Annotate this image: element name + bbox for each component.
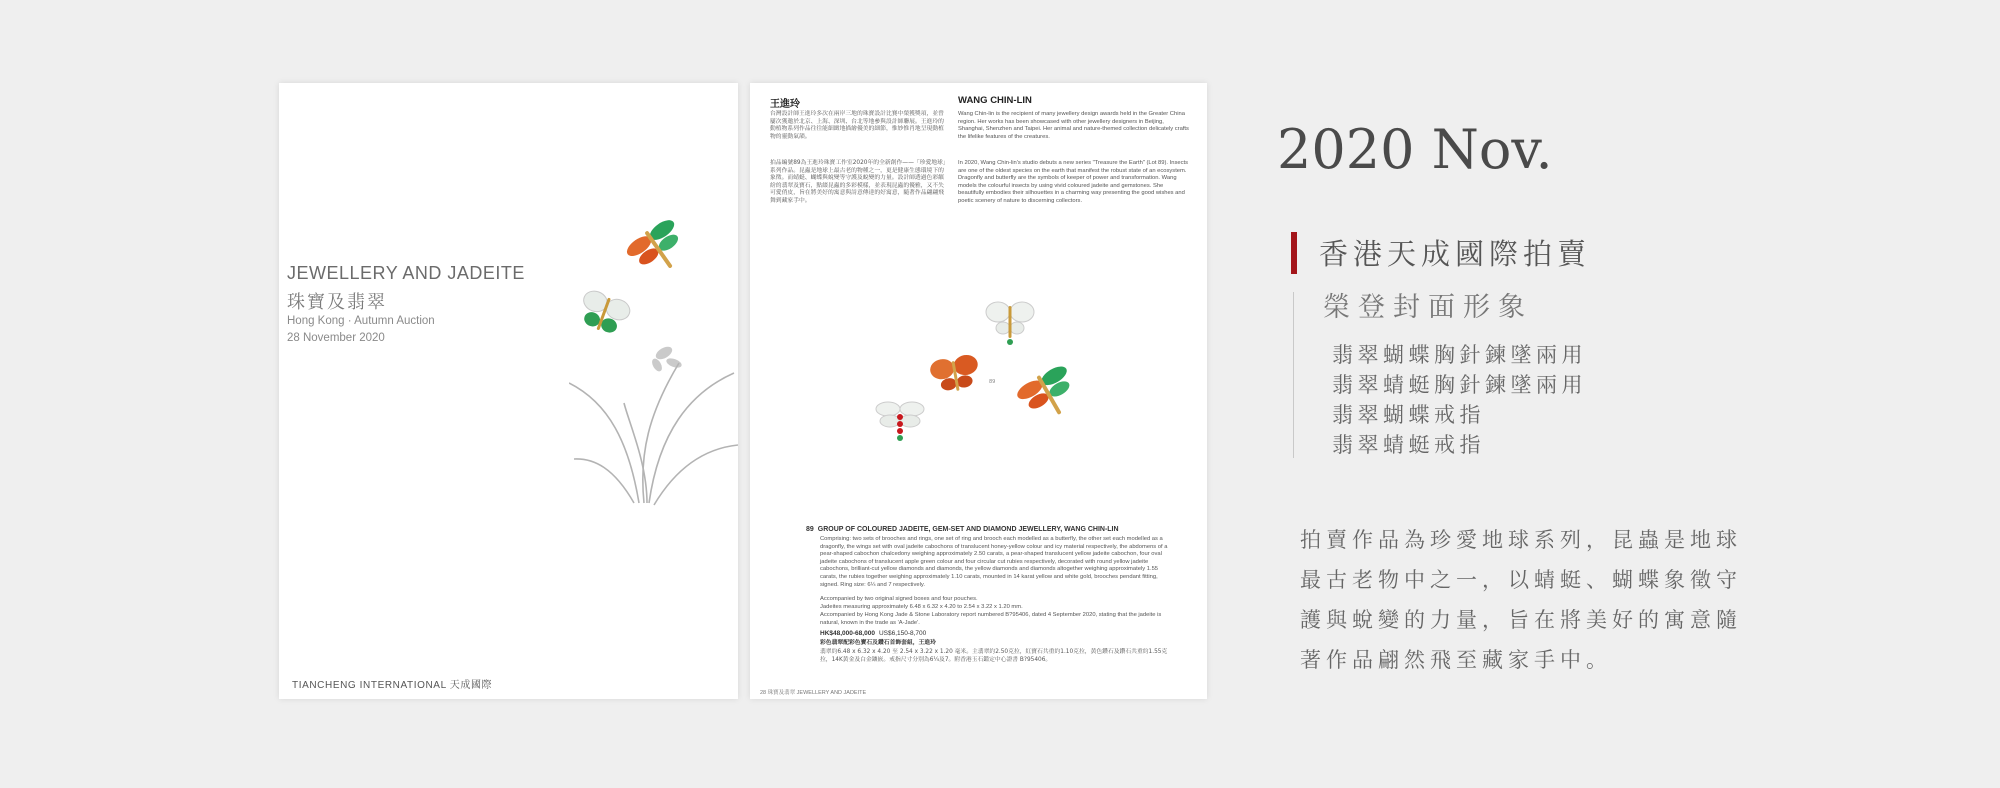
catalog-cover <box>279 83 738 699</box>
list-item: 翡翠蝴蝶胸針鍊墜兩用 <box>1332 343 1587 367</box>
cover-feature-subheading: 榮登封面形象 <box>1323 292 1533 323</box>
artist-name-en: WANG CHIN-LIN <box>958 95 1032 106</box>
dragonfly-ring <box>876 402 924 441</box>
artist-name-cn: 王進玲 <box>770 99 800 110</box>
ink-orchid-illustration <box>569 363 738 505</box>
lot-title: GROUP OF COLOURED JADEITE, GEM-SET AND DIAMOND JEWELLERY, WANG CHIN-LIN <box>817 526 1119 533</box>
cover-date: 28 November 2020 <box>287 332 385 344</box>
divider-line <box>1293 292 1294 458</box>
ink-flower-illustration <box>650 344 683 373</box>
description-text: 拍賣作品為珍愛地球系列，昆蟲是地球最古老物中之一，以蜻蜓、蝴蝶象徵守護與蛻變的力量，旨在將美好的寓意隨著作品翩然飛至藏家手中。 <box>1300 528 1742 672</box>
lot-title-cn: 彩色翡翠配彩色寶石及鑽石首飾套組，王進玲 <box>820 640 936 646</box>
lot-description-cn: 翡翠約6.48 x 6.32 x 4.20 至 2.54 x 3.22 x 1.20 毫米。主翡翠約2.50克拉，紅寶石共重約1.10克拉，黃色鑽石及鑽石共重約1.55克拉，14K黃金及白金鑲嵌。戒指尺寸分別為6¼及7。附香港玉石鑑定中心證書 B?95406。 <box>820 649 1168 663</box>
butterfly-brooch <box>929 353 982 395</box>
butterfly-ring <box>986 302 1034 345</box>
accent-bar <box>1291 232 1297 274</box>
featured-items-list <box>1332 340 1587 460</box>
cover-jewellery-artwork <box>569 213 738 513</box>
list-item: 翡翠蜻蜓胸針鍊墜兩用 <box>1332 373 1587 397</box>
catalog-lot-page <box>750 83 1207 699</box>
lot-description: Comprising: two sets of brooches and rings, one set of ring and brooch each modelled as a butterfly, the other set each modelled as a dragonfly, the wings set with oval jadeite cabochons of translucent honey-yellow colour and icy material respectively, the abdomens of a pear-shaped cabochon chalcedony weighing approximately 2.50 carats, a pear-shaped translucent yellow jadeite cabochon, four oval jadeite cabochons of translucent apple green colour and four circular cut rubies respectively, decorated with round yellow jadeite cabochons, brilliant-cut yellow diamonds and diamonds, the yellow diamonds and diamonds altogether weighing approximately 1.55 carats, the rubies together weighing approximately 1.10 carats, mounted in 14 karat yellow and white gold, brooches pendant fitting, signed. Ring size: 6¼ and 7 respectively. <box>820 536 1168 588</box>
cover-title: JEWELLERY AND JADEITE <box>287 263 525 283</box>
list-item: 翡翠蜻蜓戒指 <box>1332 433 1485 457</box>
estimate-usd: US$6,150-8,700 <box>878 630 927 637</box>
list-item: 翡翠蝴蝶戒指 <box>1332 403 1485 427</box>
artist-bio-en: Wang Chin-lin is the recipient of many jewellery design awards held in the Greater China region. Her works has been showcased with other jewellery designers in Beijing, Shanghai, Shenzhen and Taipei. Her animal and nature-themed collection delicately crafts the lifelike features of the creatures. <box>958 111 1189 140</box>
series-text-en: In 2020, Wang Chin-lin's studio debuts a new series "Treasure the Earth" (Lot 89). Insects are one of the oldest species on the earth that manifest the robust state of an ecosystem. Dragonfly and butterfly are the symbols of keeper of power and transformation. Wang models the colourful insects by using vivid coloured jadeite and gemstones. She beautifully embodies their silhouettes in a charming way presenting the good wishes and poetic scenery of nature to discerning collectors. <box>958 160 1189 204</box>
photo-lot-label: 89 <box>989 379 996 385</box>
lot-photograph <box>830 283 1110 523</box>
lot-note-boxes: Accompanied by two original signed boxes and four pouches. <box>820 596 978 602</box>
cover-footer-brand: TIANCHENG INTERNATIONAL 天成國際 <box>292 680 493 691</box>
butterfly-brooch <box>575 288 632 338</box>
lot-number: 89 <box>806 526 814 533</box>
dragonfly-brooch <box>623 215 694 283</box>
estimate-hkd: HK$48,000-68,000 <box>820 630 875 637</box>
series-text-cn: 拍品編號89為王進玲珠寶工作室2020年的全新創作——「珍愛地球」系列作品。昆蟲是地球上最古老的物種之一，更是健康生態環境下的象徵。而蜻蜓、蝴蝶與蛻變等守護及蛻變的力量。設計師透過色彩繽紛的翡翠及寶石，點綴昆蟲的多彩模樣，並表現昆蟲的優雅，又不失可愛俏皮，旨在將美好的寓意與詩意傳達的好寓意，隨著作品翩翩飛舞到藏家手中。 <box>770 160 946 204</box>
page-footer: 28 珠寶及翡翠 JEWELLERY AND JADEITE <box>760 690 867 696</box>
lot-note-measurements: Jadeites measuring approximately 6.48 x 6.32 x 4.20 to 2.54 x 3.22 x 1.20 mm. <box>820 604 1023 610</box>
auction-house-heading: 香港天成國際拍賣 <box>1319 237 1592 271</box>
auction-date: 2020 Nov. <box>1277 118 1553 181</box>
cover-title-cn: 珠寶及翡翠 <box>287 292 387 313</box>
dragonfly-brooch <box>1014 362 1084 428</box>
cover-subtitle: Hong Kong · Autumn Auction <box>287 315 435 327</box>
lot-heading <box>806 526 1119 533</box>
artist-bio-cn: 台灣設計師王進玲多次在兩岸三地的珠寶設計比賽中榮獲獎項，並曾屢次獲邀於北京、上海、深圳、台北等地參與設計師聯展。王進玲的動植物系列作品往往能細緻地描繪優美的細節，惟妙惟肖地呈現動植物的靈動氣韻。 <box>770 111 944 140</box>
lot-note-certificate: Accompanied by Hong Kong Jade & Stone Laboratory report numbered B?95406, dated 4 September 2020, stating that the jadeite is natural, known in the trade as 'A-Jade'. <box>820 612 1162 626</box>
lot-estimate <box>820 630 926 637</box>
